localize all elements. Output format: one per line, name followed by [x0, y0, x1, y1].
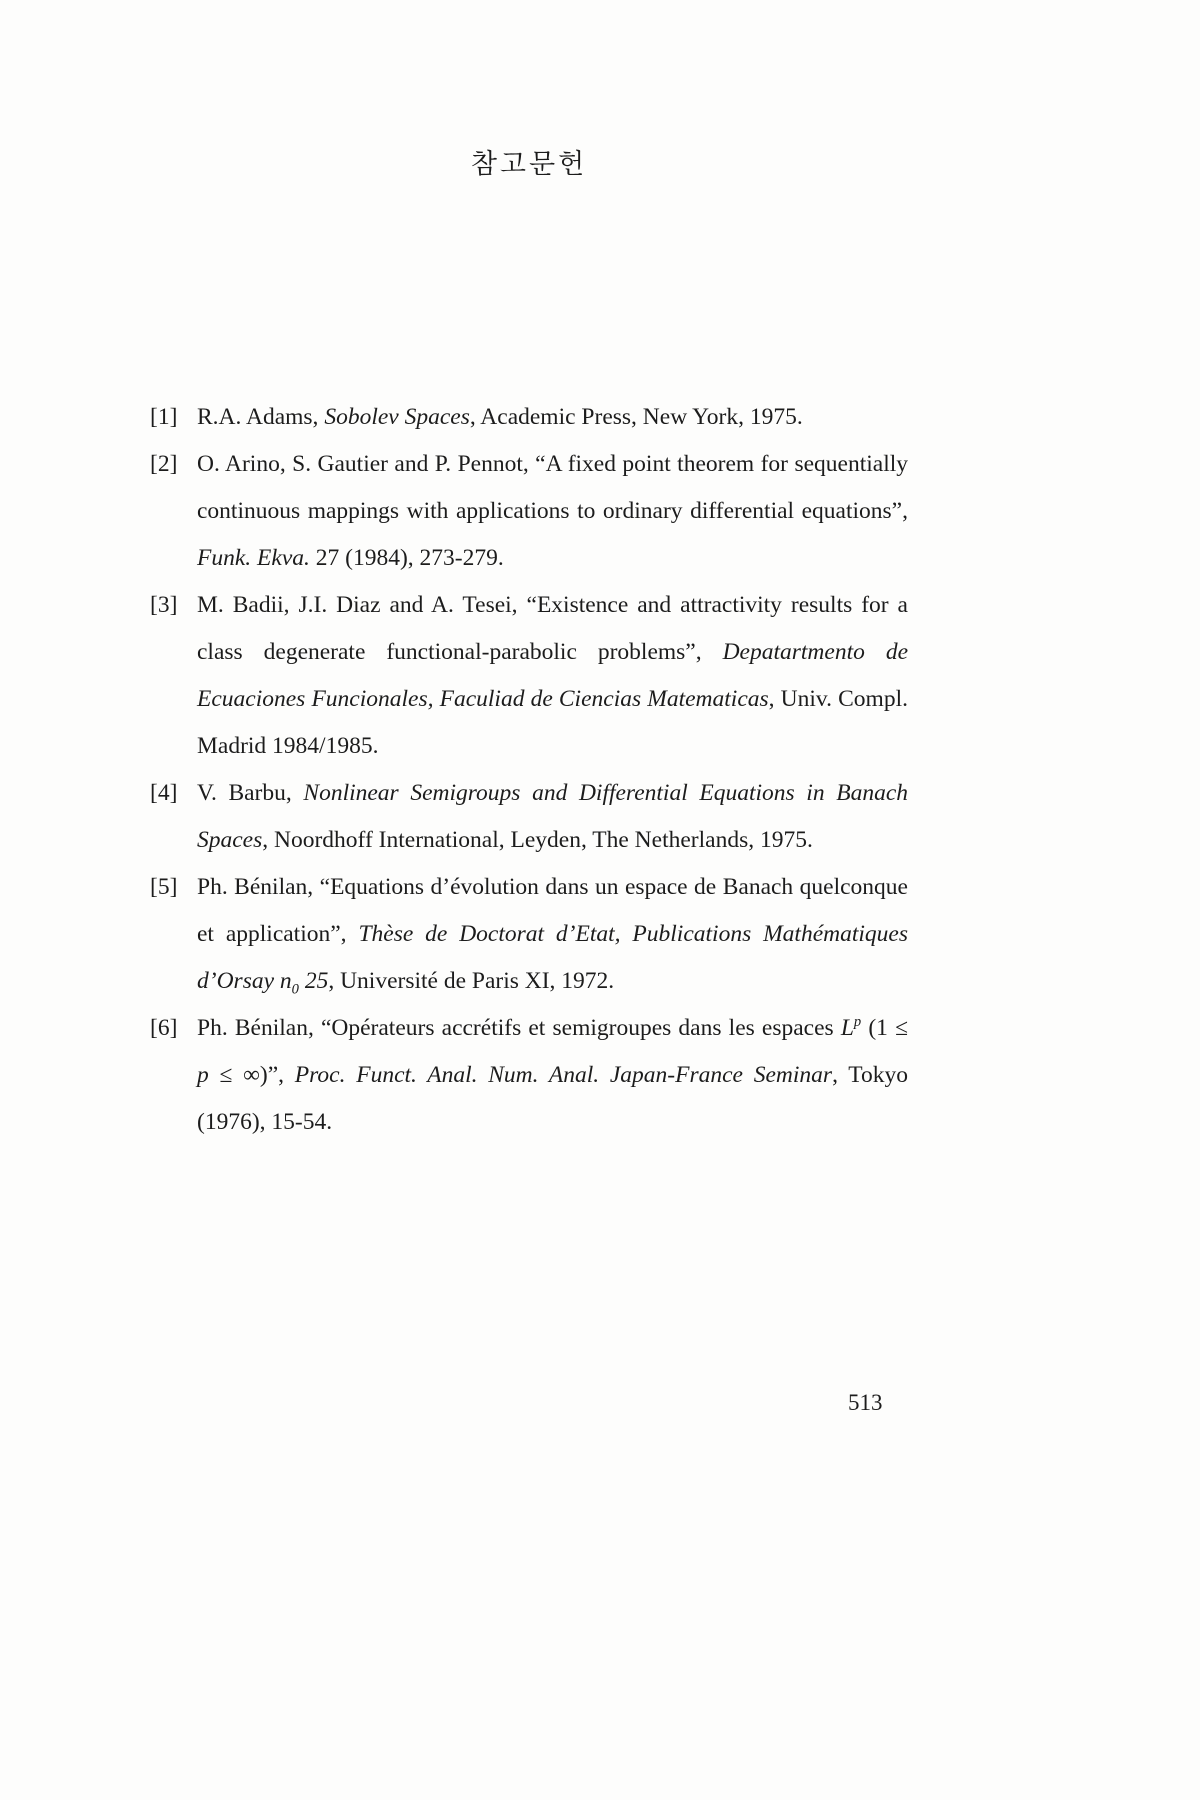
reference-text-segment: L [840, 1015, 854, 1041]
reference-text-segment: , Univ. Compl. Madrid 1984/1985. [197, 686, 908, 759]
reference-text-segment: , Academic Press, New York, 1975. [469, 404, 803, 430]
reference-text-segment: 25 [298, 968, 329, 994]
reference-label: [2] [150, 451, 178, 477]
reference-label: [4] [150, 780, 178, 806]
reference-text-segment: Ph. Bénilan, “Equations d’évolution dans un espace de Banach quelconque et application”, [197, 874, 908, 947]
reference-text-segment: V. Barbu, [197, 780, 304, 806]
reference-text-segment: , Tokyo (1976), 15-54. [197, 1062, 908, 1135]
reference-list [150, 394, 908, 1146]
reference-entry [150, 864, 908, 1005]
reference-text-segment: , Université de Paris XI, 1972. [328, 968, 615, 994]
reference-entry [150, 770, 908, 864]
page-number: 513 [848, 1390, 883, 1415]
reference-text-segment: p [197, 1062, 209, 1088]
reference-text-segment: O. Arino, S. Gautier and P. Pennot, “A fixed point theorem for sequentially continuous mappings with applications to ordinary differential equations”, [197, 451, 908, 524]
reference-text-segment: R.A. Adams, [197, 404, 325, 430]
reference-label: [5] [150, 874, 178, 900]
reference-entry [150, 441, 908, 582]
reference-text-segment: Thèse de Doctorat d’Etat, Publications Mathématiques d’Orsay n [197, 921, 908, 994]
reference-text-segment: ≤ ∞)”, [208, 1062, 295, 1088]
reference-text-segment: p [853, 1014, 862, 1031]
reference-label: [6] [150, 1015, 178, 1041]
reference-text-segment: 27 (1984), 273-279. [309, 545, 504, 571]
reference-entry [150, 582, 908, 770]
reference-entry [150, 1005, 908, 1146]
reference-label: [1] [150, 404, 178, 430]
reference-label: [3] [150, 592, 178, 618]
reference-text-segment: , Noordhoff International, Leyden, The Netherlands, 1975. [262, 827, 813, 853]
reference-entry [150, 394, 908, 441]
reference-text-segment: (1 ≤ [861, 1015, 908, 1041]
reference-text-segment: Depatartmento de Ecuaciones Funcionales, Faculiad de Ciencias Matematicas [197, 639, 909, 712]
page-title: 참고문헌 [470, 149, 588, 179]
reference-text-segment: Ph. Bénilan, “Opérateurs accrétifs et semigroupes dans les espaces [197, 1015, 841, 1041]
reference-text-segment: M. Badii, J.I. Diaz and A. Tesei, “Existence and attractivity results for a class degenerate functional-parabolic problems”, [197, 592, 908, 665]
reference-text-segment: 0 [291, 981, 299, 998]
reference-text-segment: Proc. Funct. Anal. Num. Anal. Japan-France Seminar [294, 1062, 833, 1088]
reference-text-segment: Sobolev Spaces [324, 404, 470, 430]
reference-text-segment: Nonlinear Semigroups and Differential Equations in Banach Spaces [197, 780, 908, 853]
reference-text-segment: Funk. Ekva. [197, 545, 310, 571]
